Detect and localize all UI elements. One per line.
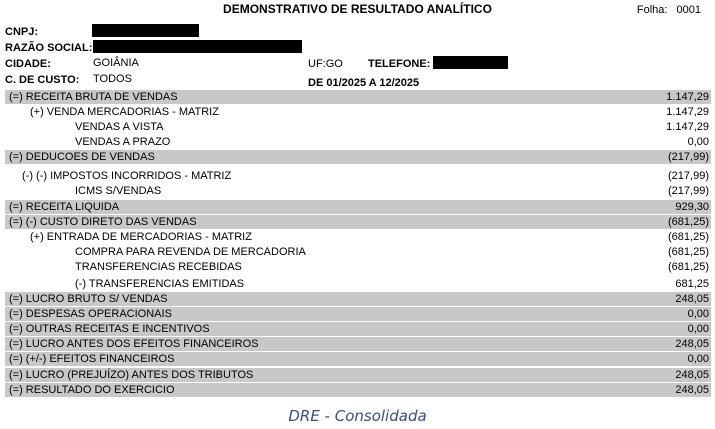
row-value: (681,25) xyxy=(668,261,709,273)
cidade-label: CIDADE: xyxy=(5,58,51,70)
periodo: DE 01/2025 A 12/2025 xyxy=(308,77,420,89)
row-label: ICMS S/VENDAS xyxy=(75,185,162,197)
row-entrada-mercadorias xyxy=(5,230,711,244)
row-impostos-incorridos xyxy=(5,169,711,183)
row-deducoes xyxy=(5,150,711,164)
row-value: (217,99) xyxy=(668,151,709,163)
row-custo-direto xyxy=(5,215,711,229)
row-value: 0,00 xyxy=(687,136,709,148)
row-value: 1.147,29 xyxy=(666,91,709,103)
cidade-value: GOIÂNIA xyxy=(93,57,139,69)
row-receita-bruta xyxy=(5,90,711,104)
folha-label: Folha: xyxy=(636,4,668,16)
row-efeitos-financeiros xyxy=(5,352,711,366)
custo-label: C. DE CUSTO: xyxy=(5,74,80,86)
row-label: (=) (-) CUSTO DIRETO DAS VENDAS xyxy=(9,216,197,228)
uf-label: UF: xyxy=(308,58,326,70)
row-value: (217,99) xyxy=(668,185,709,197)
row-label: VENDAS A VISTA xyxy=(75,121,164,133)
cnpj-label: CNPJ: xyxy=(5,26,39,38)
telefone-label: TELEFONE: xyxy=(368,58,431,70)
row-label: TRANSFERENCIAS RECEBIDAS xyxy=(75,261,242,273)
row-lucro-bruto xyxy=(5,292,711,306)
row-label: (=) RESULTADO DO EXERCICIO xyxy=(9,384,175,396)
row-label: (=) LUCRO ANTES DOS EFEITOS FINANCEIROS xyxy=(9,338,259,350)
row-transferencias-recebidas xyxy=(5,260,711,274)
row-label: (=) LUCRO (PREJUÍZO) ANTES DOS TRIBUTOS xyxy=(9,369,254,381)
row-label: (=) DESPESAS OPERACIONAIS xyxy=(9,308,172,320)
telefone-redaction xyxy=(433,56,508,69)
row-label: (+) ENTRADA DE MERCADORIAS - MATRIZ xyxy=(30,231,252,243)
row-transferencias-emitidas xyxy=(5,277,711,291)
row-value: 0,00 xyxy=(687,353,709,365)
row-label: VENDAS A PRAZO xyxy=(75,136,171,148)
row-receita-liquida xyxy=(5,200,711,214)
row-value: (681,25) xyxy=(668,231,709,243)
row-resultado-exercicio xyxy=(5,383,711,397)
row-outras-receitas xyxy=(5,322,711,336)
row-value: 681,25 xyxy=(675,278,709,290)
row-value: (681,25) xyxy=(668,246,709,258)
uf-field xyxy=(308,58,343,70)
row-despesas-operacionais xyxy=(5,307,711,321)
row-vendas-a-vista xyxy=(5,120,711,134)
row-lucro-antes-tributos xyxy=(5,368,711,382)
row-label: (=) OUTRAS RECEITAS E INCENTIVOS xyxy=(9,323,210,335)
row-value: 1.147,29 xyxy=(666,106,709,118)
row-icms xyxy=(5,184,711,198)
cnpj-redaction xyxy=(92,24,199,37)
row-value: 0,00 xyxy=(687,308,709,320)
row-value: (217,99) xyxy=(668,170,709,182)
row-value: 248,05 xyxy=(675,293,709,305)
page-number xyxy=(637,4,701,16)
row-compra-revenda xyxy=(5,245,711,259)
row-value: 248,05 xyxy=(675,338,709,350)
report-title: DEMONSTRATIVO DE RESULTADO ANALÍTICO xyxy=(223,2,492,16)
razao-social-redaction xyxy=(93,40,302,53)
row-value: 248,05 xyxy=(675,369,709,381)
row-value: 1.147,29 xyxy=(666,121,709,133)
row-value: 929,30 xyxy=(675,201,709,213)
row-label: (+) VENDA MERCADORIAS - MATRIZ xyxy=(30,106,219,118)
row-label: (=) (+/-) EFEITOS FINANCEIROS xyxy=(9,353,175,365)
row-label: (=) DEDUCOES DE VENDAS xyxy=(9,151,155,163)
row-vendas-a-prazo xyxy=(5,135,711,149)
row-venda-mercadorias xyxy=(5,105,711,119)
row-label: (=) LUCRO BRUTO S/ VENDAS xyxy=(9,293,168,305)
folha-value: 0001 xyxy=(676,4,701,16)
row-label: (=) RECEITA BRUTA DE VENDAS xyxy=(9,91,178,103)
row-value: (681,25) xyxy=(668,216,709,228)
razao-social-label: RAZÃO SOCIAL: xyxy=(5,42,93,54)
row-label: (-) TRANSFERENCIAS EMITIDAS xyxy=(75,278,245,290)
row-lucro-antes-efeitos xyxy=(5,337,711,351)
row-label: (=) RECEITA LIQUIDA xyxy=(9,201,120,213)
row-value: 248,05 xyxy=(675,384,709,396)
uf-value: GO xyxy=(325,58,343,70)
row-label: COMPRA PARA REVENDA DE MERCADORIA xyxy=(75,246,306,258)
row-value: 0,00 xyxy=(687,323,709,335)
row-label: (-) (-) IMPOSTOS INCORRIDOS - MATRIZ xyxy=(22,170,232,182)
figure-caption: DRE - Consolidada xyxy=(288,407,427,425)
custo-value: TODOS xyxy=(93,73,132,85)
